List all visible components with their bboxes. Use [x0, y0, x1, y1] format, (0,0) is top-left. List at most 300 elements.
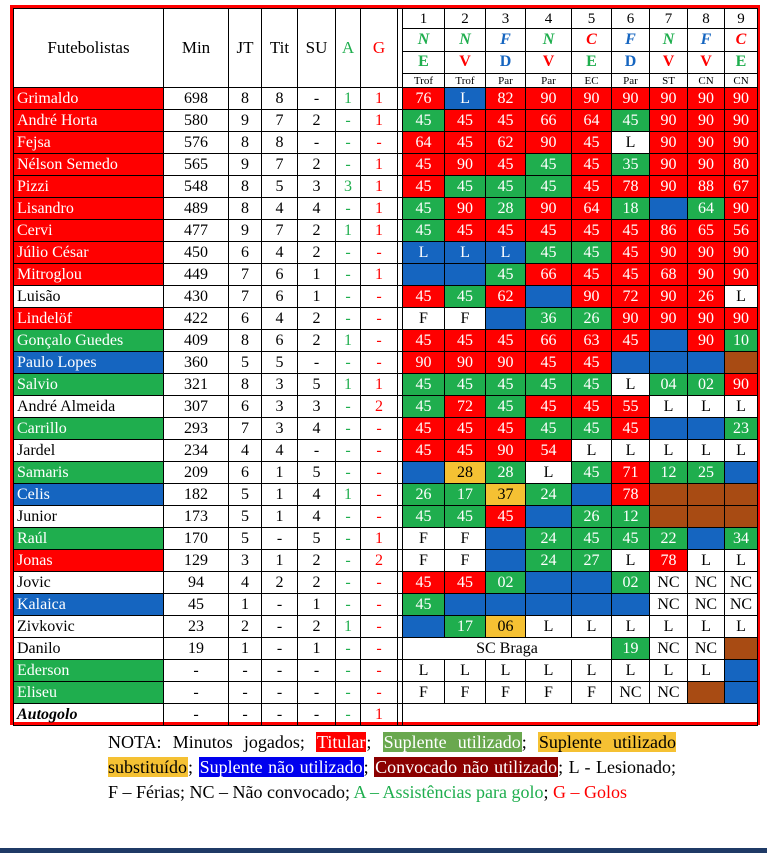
stat-g: 2: [361, 550, 398, 572]
stat-min: 450: [164, 242, 229, 264]
game-cell: [612, 352, 650, 374]
game-cell: L: [725, 440, 758, 462]
stat-su: -: [298, 704, 336, 726]
player-name: Carrillo: [14, 418, 164, 440]
game-cell: 18: [612, 198, 650, 220]
stat-g: -: [361, 462, 398, 484]
stat-a: -: [336, 242, 361, 264]
stat-tit: -: [262, 660, 298, 682]
game-cell: F: [403, 550, 445, 572]
player-name: Samaris: [14, 462, 164, 484]
stat-min: 209: [164, 462, 229, 484]
stat-jt: -: [229, 704, 262, 726]
player-name: Salvio: [14, 374, 164, 396]
player-name: Kalaica: [14, 594, 164, 616]
game-cell: 90: [688, 110, 725, 132]
game-cell: 45: [612, 418, 650, 440]
game-cell: 90: [725, 132, 758, 154]
game-cell: 90: [445, 198, 486, 220]
game-cell: 90: [403, 352, 445, 374]
stat-g: -: [361, 572, 398, 594]
table-row: [14, 176, 758, 198]
stat-a: -: [336, 572, 361, 594]
game-cell: 45: [572, 396, 612, 418]
stat-jt: 6: [229, 242, 262, 264]
game-competition: CN: [688, 74, 725, 88]
game-cell: 90: [688, 330, 725, 352]
game-cell: 28: [445, 462, 486, 484]
stat-tit: 4: [262, 242, 298, 264]
stat-su: -: [298, 660, 336, 682]
stat-tit: 5: [262, 176, 298, 198]
table-row: [14, 462, 758, 484]
stat-tit: 2: [262, 572, 298, 594]
game-cell: [486, 308, 526, 330]
game-cell: [650, 330, 688, 352]
game-cell: 24: [526, 528, 572, 550]
game-number: 7: [650, 9, 688, 29]
player-name: Junior: [14, 506, 164, 528]
game-cell: 45: [486, 506, 526, 528]
game-cell: 72: [445, 396, 486, 418]
game-cell: 45: [445, 286, 486, 308]
game-cell: 45: [572, 242, 612, 264]
game-cell: 66: [526, 264, 572, 286]
game-cell: 72: [612, 286, 650, 308]
game-cell: [572, 594, 612, 616]
game-cell: [612, 594, 650, 616]
stat-g: -: [361, 242, 398, 264]
game-result: D: [612, 51, 650, 73]
game-competition: ST: [650, 74, 688, 88]
header-g: G: [361, 9, 398, 88]
stat-su: 2: [298, 110, 336, 132]
stat-jt: -: [229, 660, 262, 682]
game-cell: 45: [486, 176, 526, 198]
game-cell: F: [403, 682, 445, 704]
game-cell: L: [572, 616, 612, 638]
game-cell: 90: [725, 242, 758, 264]
stat-min: 23: [164, 616, 229, 638]
game-cell: 45: [612, 264, 650, 286]
stat-a: -: [336, 528, 361, 550]
stat-tit: 1: [262, 506, 298, 528]
stat-min: 698: [164, 88, 229, 110]
game-cell: [688, 352, 725, 374]
stat-tit: 4: [262, 308, 298, 330]
stat-su: 3: [298, 396, 336, 418]
stat-g: -: [361, 682, 398, 704]
game-cell: 82: [486, 88, 526, 110]
game-cell: 90: [688, 242, 725, 264]
stat-min: 477: [164, 220, 229, 242]
game-cell: L: [612, 374, 650, 396]
stat-min: 307: [164, 396, 229, 418]
player-name: Gonçalo Guedes: [14, 330, 164, 352]
header-jt: JT: [229, 9, 262, 88]
game-cell: 90: [445, 352, 486, 374]
game-cell: 66: [526, 330, 572, 352]
player-name: Júlio César: [14, 242, 164, 264]
game-cell: 45: [572, 132, 612, 154]
stat-tit: 3: [262, 418, 298, 440]
game-cell: 45: [445, 374, 486, 396]
game-cell: 90: [725, 88, 758, 110]
stat-jt: 8: [229, 88, 262, 110]
player-name: Lindelöf: [14, 308, 164, 330]
stat-g: -: [361, 418, 398, 440]
game-cell: 62: [486, 286, 526, 308]
header-tit: Tit: [262, 9, 298, 88]
game-cell: 45: [486, 374, 526, 396]
stat-min: -: [164, 704, 229, 726]
player-name: André Horta: [14, 110, 164, 132]
stat-min: 449: [164, 264, 229, 286]
game-cell: 45: [403, 220, 445, 242]
game-location: N: [403, 29, 445, 51]
player-name: Raúl: [14, 528, 164, 550]
stat-g: 1: [361, 220, 398, 242]
stat-tit: 1: [262, 550, 298, 572]
game-cell: L: [650, 660, 688, 682]
stat-a: -: [336, 264, 361, 286]
game-cell: [650, 484, 688, 506]
game-cell: NC: [650, 638, 688, 660]
game-cell: 78: [650, 550, 688, 572]
sep: ;: [521, 732, 527, 752]
stat-su: -: [298, 132, 336, 154]
game-cell: [688, 506, 725, 528]
game-cell: 45: [445, 330, 486, 352]
game-cell: L: [650, 440, 688, 462]
stat-tit: 1: [262, 484, 298, 506]
game-cell: NC: [725, 572, 758, 594]
table-row: [14, 264, 758, 286]
header-row-numbers: [14, 9, 758, 29]
stat-tit: 4: [262, 440, 298, 462]
game-cell: L: [650, 616, 688, 638]
game-cell: [650, 506, 688, 528]
game-cell: [445, 264, 486, 286]
stat-a: -: [336, 132, 361, 154]
game-result: V: [526, 51, 572, 73]
game-cell: 45: [445, 220, 486, 242]
player-name: Jardel: [14, 440, 164, 462]
game-cell: [650, 198, 688, 220]
game-cell: L: [403, 242, 445, 264]
game-cell: L: [612, 132, 650, 154]
game-cell: 56: [725, 220, 758, 242]
game-number: 9: [725, 9, 758, 29]
game-cell: 76: [403, 88, 445, 110]
legend-rest: ; L - Lesionado; F – Férias; NC – Não convocado;: [108, 757, 677, 802]
game-cell: 06: [486, 616, 526, 638]
game-cell: 26: [572, 506, 612, 528]
game-cell: [403, 462, 445, 484]
stat-su: 2: [298, 572, 336, 594]
player-name: Luisão: [14, 286, 164, 308]
game-cell: 45: [486, 418, 526, 440]
game-cell: F: [572, 682, 612, 704]
game-cell: 90: [725, 308, 758, 330]
stat-tit: 7: [262, 110, 298, 132]
game-cell: 45: [526, 176, 572, 198]
stat-tit: 8: [262, 88, 298, 110]
game-cell: 90: [725, 264, 758, 286]
game-cell: L: [612, 660, 650, 682]
stat-g: -: [361, 352, 398, 374]
game-cell: F: [403, 528, 445, 550]
empty-games: [403, 704, 758, 726]
game-cell: 45: [526, 396, 572, 418]
stat-jt: 5: [229, 484, 262, 506]
stat-tit: 5: [262, 352, 298, 374]
game-cell: [403, 616, 445, 638]
table-row: [14, 154, 758, 176]
game-cell: 45: [526, 374, 572, 396]
game-location: C: [725, 29, 758, 51]
stat-jt: 9: [229, 110, 262, 132]
table-row: [14, 594, 758, 616]
stat-min: 321: [164, 374, 229, 396]
stat-g: 1: [361, 110, 398, 132]
stat-min: 548: [164, 176, 229, 198]
game-cell: 26: [572, 308, 612, 330]
table-row: [14, 440, 758, 462]
game-cell: L: [572, 660, 612, 682]
stat-g: 1: [361, 264, 398, 286]
game-cell: 24: [526, 550, 572, 572]
game-number: 5: [572, 9, 612, 29]
stat-su: 2: [298, 220, 336, 242]
game-cell: 17: [445, 616, 486, 638]
game-cell: 19: [612, 638, 650, 660]
stat-min: 576: [164, 132, 229, 154]
stat-a: -: [336, 154, 361, 176]
game-location: F: [612, 29, 650, 51]
game-cell: 02: [612, 572, 650, 594]
game-cell: L: [688, 660, 725, 682]
stat-min: 293: [164, 418, 229, 440]
game-cell: 45: [403, 110, 445, 132]
stat-su: 4: [298, 506, 336, 528]
stat-su: 2: [298, 154, 336, 176]
game-result: V: [650, 51, 688, 73]
game-location: F: [486, 29, 526, 51]
stat-jt: 7: [229, 264, 262, 286]
bottom-bar: [0, 848, 767, 853]
stat-g: 2: [361, 396, 398, 418]
game-cell: NC: [650, 682, 688, 704]
game-cell: 90: [572, 286, 612, 308]
game-cell: 45: [526, 418, 572, 440]
stat-a: -: [336, 286, 361, 308]
game-cell: 37: [486, 484, 526, 506]
player-name: Grimaldo: [14, 88, 164, 110]
stat-min: 94: [164, 572, 229, 594]
game-cell: 45: [486, 330, 526, 352]
legend-titular: Titular: [317, 732, 366, 752]
game-cell: 90: [650, 176, 688, 198]
game-cell: [526, 286, 572, 308]
game-cell: 90: [650, 286, 688, 308]
game-cell: [725, 660, 758, 682]
game-cell: [725, 682, 758, 704]
game-cell: [688, 682, 725, 704]
game-cell: 90: [486, 440, 526, 462]
stat-jt: 8: [229, 330, 262, 352]
stat-jt: 5: [229, 528, 262, 550]
stat-g: 1: [361, 88, 398, 110]
game-cell: 64: [572, 110, 612, 132]
game-cell: 45: [445, 440, 486, 462]
stat-g: 1: [361, 198, 398, 220]
game-cell: 45: [403, 198, 445, 220]
stat-jt: 1: [229, 638, 262, 660]
table-row: [14, 550, 758, 572]
stat-jt: 7: [229, 286, 262, 308]
game-cell: L: [725, 396, 758, 418]
game-cell: 45: [403, 396, 445, 418]
header-min: Min: [164, 9, 229, 88]
game-cell: NC: [650, 594, 688, 616]
game-cell: [725, 638, 758, 660]
stat-min: 45: [164, 594, 229, 616]
game-cell: 26: [403, 484, 445, 506]
game-cell: NC: [612, 682, 650, 704]
game-cell: 90: [650, 242, 688, 264]
game-cell: L: [725, 616, 758, 638]
game-cell: 45: [612, 330, 650, 352]
stat-su: 2: [298, 550, 336, 572]
game-cell: NC: [688, 594, 725, 616]
game-cell: 45: [572, 418, 612, 440]
game-cell: 22: [650, 528, 688, 550]
stat-g: -: [361, 286, 398, 308]
game-cell: [572, 572, 612, 594]
stat-tit: 6: [262, 264, 298, 286]
game-cell: 45: [572, 154, 612, 176]
stat-tit: 4: [262, 198, 298, 220]
header-a: A: [336, 9, 361, 88]
stat-a: -: [336, 550, 361, 572]
game-cell: 90: [688, 264, 725, 286]
note-intro: NOTA: Minutos jogados;: [108, 732, 305, 752]
stat-jt: 3: [229, 550, 262, 572]
game-number: 3: [486, 9, 526, 29]
table-row: [14, 220, 758, 242]
table-row: [14, 572, 758, 594]
stat-g: 1: [361, 528, 398, 550]
game-competition: Par: [526, 74, 572, 88]
stat-jt: 6: [229, 462, 262, 484]
stat-a: -: [336, 704, 361, 726]
stat-min: 234: [164, 440, 229, 462]
game-cell: F: [445, 528, 486, 550]
game-cell: 90: [650, 154, 688, 176]
game-cell: 10: [725, 330, 758, 352]
game-cell: 45: [403, 594, 445, 616]
stat-jt: 8: [229, 132, 262, 154]
game-cell: 45: [572, 264, 612, 286]
stat-tit: -: [262, 616, 298, 638]
game-location: N: [445, 29, 486, 51]
game-result: E: [572, 51, 612, 73]
game-cell: 78: [612, 176, 650, 198]
stat-min: 182: [164, 484, 229, 506]
stat-tit: 6: [262, 286, 298, 308]
game-cell: 71: [612, 462, 650, 484]
game-cell: 45: [445, 132, 486, 154]
game-location: F: [688, 29, 725, 51]
stat-a: -: [336, 506, 361, 528]
stat-a: 1: [336, 374, 361, 396]
table-row: [14, 88, 758, 110]
stat-jt: 1: [229, 594, 262, 616]
stat-a: -: [336, 418, 361, 440]
game-cell: L: [688, 396, 725, 418]
game-cell: 64: [403, 132, 445, 154]
game-cell: 90: [725, 198, 758, 220]
game-cell: 45: [403, 330, 445, 352]
player-name: Paulo Lopes: [14, 352, 164, 374]
stat-a: -: [336, 660, 361, 682]
game-competition: Par: [612, 74, 650, 88]
stat-su: -: [298, 682, 336, 704]
game-number: 1: [403, 9, 445, 29]
stat-g: -: [361, 638, 398, 660]
game-cell: L: [612, 550, 650, 572]
game-cell: 65: [688, 220, 725, 242]
game-cell: 45: [612, 110, 650, 132]
game-cell: L: [403, 660, 445, 682]
stat-g: 1: [361, 704, 398, 726]
stat-su: 2: [298, 308, 336, 330]
stat-g: 1: [361, 154, 398, 176]
header-players: Futebolistas: [14, 9, 164, 88]
game-cell: 04: [650, 374, 688, 396]
player-name: Autogolo: [14, 704, 164, 726]
stat-jt: 5: [229, 506, 262, 528]
game-cell: 64: [688, 198, 725, 220]
game-cell: 45: [445, 572, 486, 594]
sep: ;: [363, 757, 369, 777]
sep: ;: [188, 757, 194, 777]
stat-tit: 3: [262, 374, 298, 396]
table-row: [14, 638, 758, 660]
legend-convocado-nao-utilizado: Convocado não utilizado: [375, 757, 558, 777]
game-cell: L: [526, 660, 572, 682]
game-cell: L: [486, 242, 526, 264]
stat-su: 4: [298, 484, 336, 506]
game-location: C: [572, 29, 612, 51]
game-cell: 67: [725, 176, 758, 198]
stat-tit: 7: [262, 220, 298, 242]
game-number: 4: [526, 9, 572, 29]
game-cell: [725, 352, 758, 374]
game-cell: 45: [612, 242, 650, 264]
game-cell: L: [688, 550, 725, 572]
table-row: [14, 616, 758, 638]
stat-a: -: [336, 198, 361, 220]
stat-tit: -: [262, 638, 298, 660]
header-su: SU: [298, 9, 336, 88]
stat-su: -: [298, 352, 336, 374]
game-cell: 90: [688, 308, 725, 330]
stat-g: 1: [361, 374, 398, 396]
player-name: Lisandro: [14, 198, 164, 220]
game-cell: 45: [445, 110, 486, 132]
